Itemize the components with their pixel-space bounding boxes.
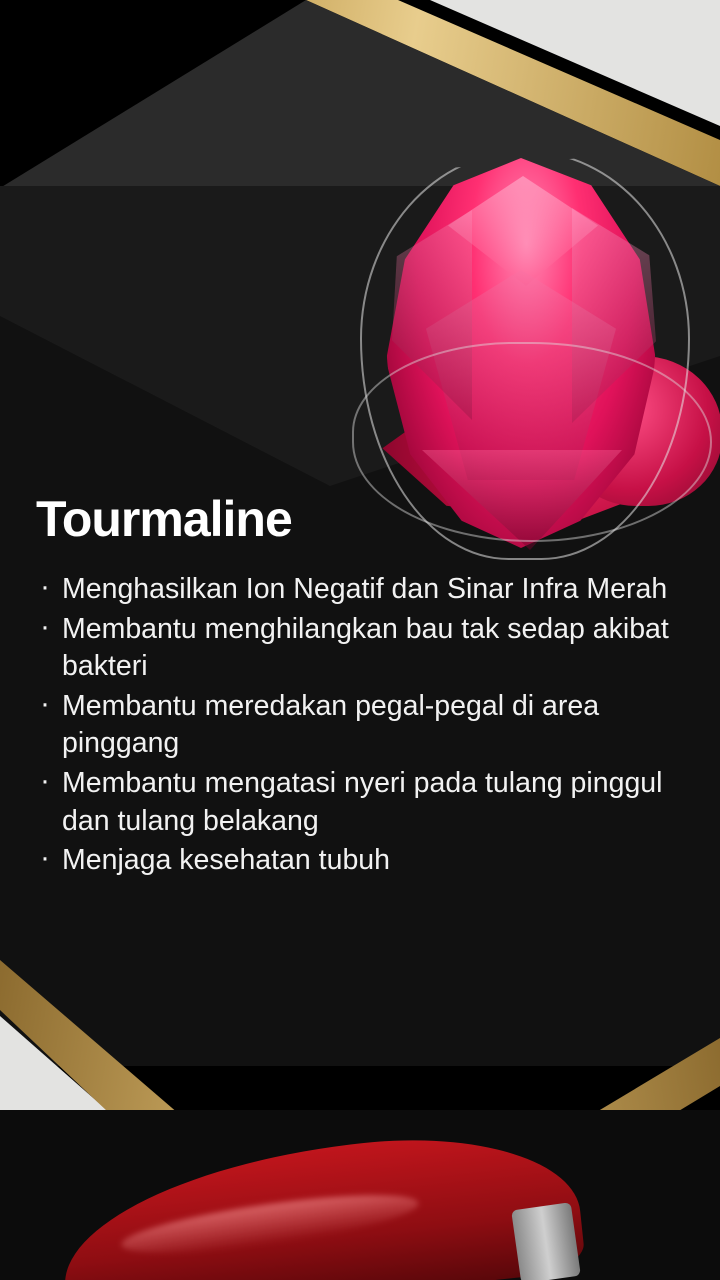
list-item: · Menjaga kesehatan tubuh — [36, 842, 696, 880]
list-item: · Membantu mengatasi nyeri pada tulang pinggul dan tulang belakang — [36, 765, 696, 840]
page-title: Tourmaline — [36, 491, 292, 547]
list-item: · Membantu meredakan pegal-pegal di area pinggang — [36, 688, 696, 763]
red-device-connector — [511, 1202, 581, 1280]
list-item: · Membantu menghilangkan bau tak sedap akibat bakteri — [36, 611, 696, 686]
list-item: · Menghasilkan Ion Negatif dan Sinar Infra Merah — [36, 571, 696, 609]
content-block — [36, 492, 696, 882]
benefits-list — [36, 571, 696, 880]
